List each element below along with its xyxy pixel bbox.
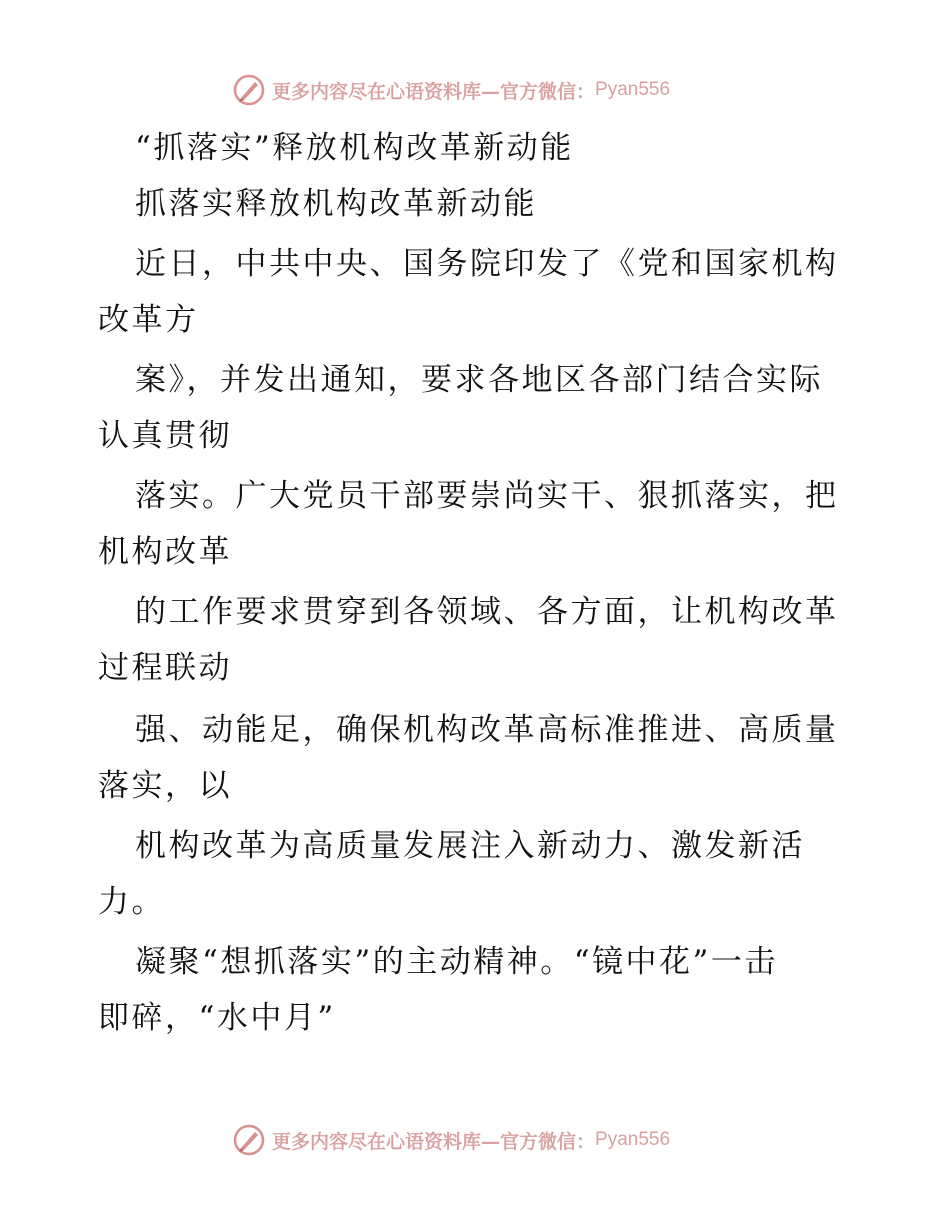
header-banner-id: Pyan556 [595,79,671,100]
paragraph-line: 机构改革 [98,534,232,570]
document-title: “抓落实”释放机构改革新动能 [135,130,574,166]
paragraph-line: 的工作要求贯穿到各领域、各方面，让机构改革 [135,594,839,630]
paragraph-line: 凝聚“想抓落实”的主动精神。“镜中花”一击 [135,944,778,980]
paragraph-line: 案》，并发出通知，要求各地区各部门结合实际 [135,362,823,398]
document-subtitle: 抓落实释放机构改革新动能 [135,186,537,222]
footer-banner-id: Pyan556 [595,1129,671,1150]
paragraph-line: 改革方 [98,302,199,338]
paragraph-line: 认真贯彻 [98,418,232,454]
paragraph-line: 机构改革为高质量发展注入新动力、激发新活 [135,828,805,864]
paragraph-line: 强、动能足，确保机构改革高标准推进、高质量 [135,712,839,748]
paragraph-line: 力。 [98,884,165,920]
header-banner-text: 更多内容尽在心语资料库—官方微信： [272,80,596,103]
pen-logo-icon [232,1123,266,1157]
footer-banner [232,1122,670,1158]
footer-banner-text: 更多内容尽在心语资料库—官方微信： [272,1130,596,1153]
paragraph-line: 即碎，“水中月” [98,1000,336,1036]
paragraph-line: 过程联动 [98,650,232,686]
paragraph-line: 落实。广大党员干部要崇尚实干、狠抓落实，把 [135,478,839,514]
paragraph-line: 近日，中共中央、国务院印发了《党和国家机构 [135,246,839,282]
pen-logo-icon [232,73,266,107]
header-banner [232,72,670,108]
paragraph-line: 落实，以 [98,768,232,804]
